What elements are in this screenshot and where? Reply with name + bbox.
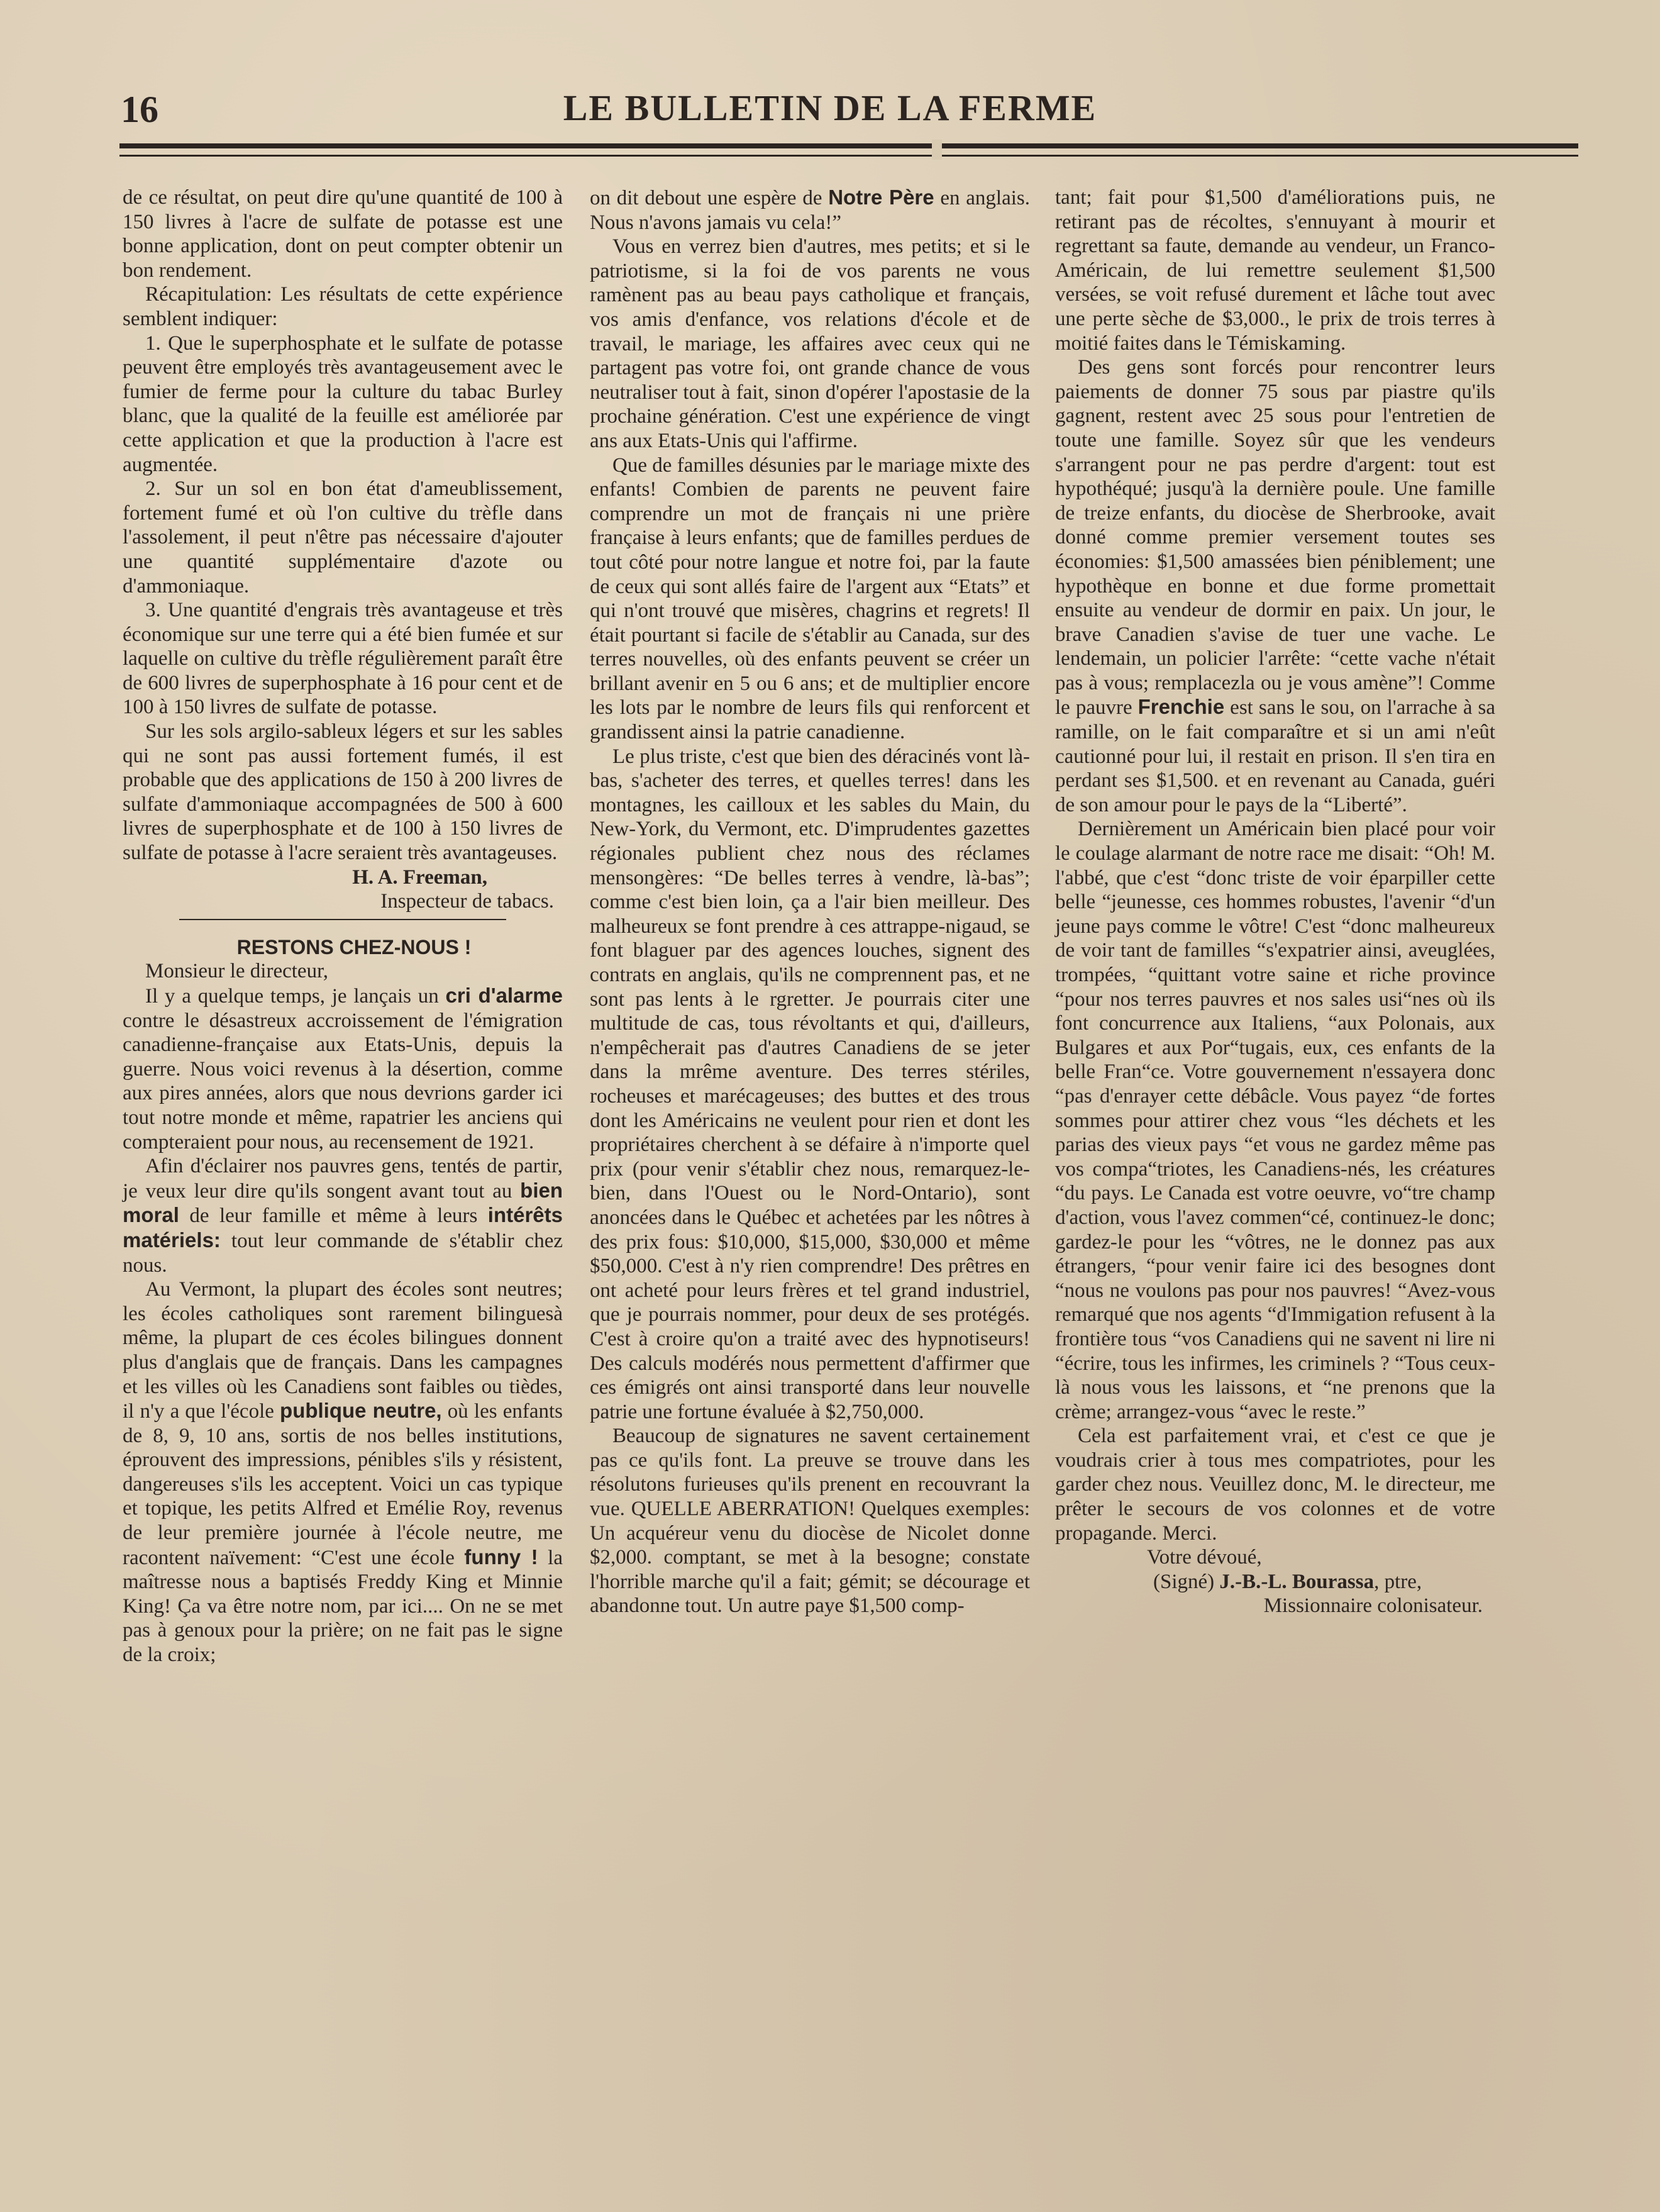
author-name: H. A. Freeman, [352, 865, 487, 889]
letter-paragraph: Cela est parfaitement vrai, et c'est ce que je voudrais crier à tous mes compatriotes, pour les garder chez nous. Veuillez donc, M. le directeur, me prêter le secours de vos colonnes et de votre propagande. Merci. [1055, 1425, 1495, 1545]
section-divider [179, 919, 506, 920]
column-1 [123, 186, 563, 1667]
article-paragraph: Récapitulation: Les résultats de cette expérience semblent indiquer: [123, 283, 563, 330]
letter-paragraph: Au Vermont, la plupart des écoles sont neutres; les écoles catholiques sont rarement bilinguesà même, la plupart de ces écoles bilingues donnent plus d'anglais que de français. Dans les campagnes et les villes où les Canadiens sont faibles ou tièdes, il n'y a que l'école publique neutre, où les enfants de 8, 9, 10 ans, sortis de nos belles institutions, éprouvent des impressions, pénibles s'ils y résistent, dangereuses s'ils les acceptent. Voici un cas typique et topique, les petits Alfred et Emélie Roy, revenus de leur première journée à l'école neutre, me racontent naïvement: “C'est une école funny ! la maîtresse nous a baptisés Freddy King et Minnie King! Ça va être notre nom, par ici.... On ne se met pas à genoux pour la prière; on ne fait pas le signe de la croix; [123, 1278, 563, 1667]
masthead-title: LE BULLETIN DE LA FERME [563, 87, 1097, 128]
section-title: RESTONS CHEZ-NOUS ! [236, 935, 472, 959]
letter-paragraph: Il y a quelque temps, je lançais un cri d'alarme contre le désastreux accroissement de l'émigration canadienne-française aux Etats-Unis, depuis la guerre. Nous voici revenus à la désertion, comme aux pires années, alors que nous devrions garder ici tout notre monde et même, rapatrier les anciens qui compteraient pour nous, au recensement de 1921. [123, 984, 563, 1153]
closing-line: Votre dévoué, [1147, 1546, 1262, 1569]
letter-paragraph: Dernièrement un Américain bien placé pour voir le coulage alarmant de notre race me disait: “Oh! M. l'abbé, que c'est “donc triste de voir éparpiller cette belle “jeunesse, ces hommes robustes, l'avenir “d'un jeune pays comme le vôtre! C'est “donc malheureux de voir tant de familles “s'expatrier ainsi, aveuglées, trompées, “quittant votre saine et riche province “pour nos terres pauvres et nos sales usi“nes où ils font concurrence aux Italiens, “aux Polonais, aux Bulgares et aux Por“tugais, eux, ces enfants de la belle Fran“ce. Votre gouvernement n'essayera donc “pas d'enrayer cette débâcle. Vous payez “de fortes sommes pour attirer chez vous “les déchets et les parias des vieux pays “et vous ne gardez même pas vos compa“triotes, les Canadiens-nés, les créatures “du pays. Le Canada est votre oeuvre, vo“tre champ d'action, vous l'avez commen“cé, continuez-le donc; gardez-le pour les “vôtres, ne le donnez pas aux étrangers, “pour venir faire ici des besognes dont “nous ne voulons pas pour nos pauvres! “Avez-vous remarqué que nos agents “d'Immigation refusent à la frontière tous “vos Canadiens qui ne savent ni lire ni “écrire, tous les infirmes, les criminels ? “Tous ceux-là nous vous les laissons, et “ne prenons que la crème; arrangez-vous “avec le reste.” [1055, 818, 1495, 1423]
article-paragraph: de ce résultat, on peut dire qu'une quantité de 100 à 150 livres à l'acre de sulfate de potasse est une bonne application, dont on peut compter obtenir un bon rendement. [123, 186, 563, 282]
letter-paragraph: Afin d'éclairer nos pauvres gens, tentés de partir, je veux leur dire qu'ils songent avant tout au bien moral de leur famille et même à leurs intérêts matériels: tout leur commande de s'établir chez nous. [123, 1155, 563, 1277]
letter-paragraph: Beaucoup de signatures ne savent certainement pas ce qu'ils font. La preuve se trouve dans les résolutons furieuses qu'ils prenent en recouvrant la vue. QUELLE ABERRATION! Quelques exemples: Un acquéreur venu du diocèse de Nicolet donne $2,000. comptant, se met à la besogne; constate l'horrible marche qu'il a fait; gémit; se décourage et abandonne tout. Un autre paye $1,500 comp- [590, 1425, 1030, 1618]
letter-paragraph: Des gens sont forcés pour rencontrer leurs paiements de donner 75 sous par piastre qu'ils gagnent, restent avec 25 sous pour l'entretien de toute une famille. Soyez sûr que les vendeurs s'arrangent pour ne pas perdre d'argent: tout est hypothéqué; jusqu'à la dernière poule. Une famille de treize enfants, du diocèse de Sherbrooke, avait donné comme premier versement toutes ses économies: $1,500 amassées bien péniblement; une hypothèque en bonne et due forme promettait ensuite au vendeur de dormir en paix. Un jour, le brave Canadien s'avise de tuer une vache. Le lendemain, un policier l'arrête: “cette vache n'était pas à vous; remplacezla ou je vous amène”! Comme le pauvre Frenchie est sans le sou, on l'arrache à sa ramille, on le fait comparaître et si un ami n'eût cautionné pour lui, il restait en prison. Il s'en tira en perdant ses $1,500. et en revenant au Canada, guéri de son amour pour le pays de la “Liberté”. [1055, 356, 1495, 816]
author-title: Inspecteur de tabacs. [380, 890, 554, 913]
salutation: Monsieur le directeur, [145, 960, 328, 983]
letter-paragraph: Que de familles désunies par le mariage mixte des enfants! Combien de parents ne peuvent faire comprendre un mot de français ni une prière française à leurs enfants; que de familles perdues de tout côté pour notre langue et notre foi, par la faute de ceux qui sont allés faire de l'argent aux “Etats” et qui n'ont trouvé que misères, chagrins et regrets! Il était pourtant si facile de s'établir au Canada, sur des terres nouvelles, où des enfants peuvent se créer un brillant avenir en 5 ou 6 ans; et de multiplier encore les lots par le nombre de leurs fils qui renforcent et grandissent ainsi la patrie canadienne. [590, 453, 1030, 744]
column-2 [590, 186, 1030, 1618]
article-paragraph: 1. Que le superphosphate et le sulfate de potasse peuvent être employés très avantageusement avec le fumier de ferme pour la culture du tabac Burley blanc, que la qualité de la feuille est améliorée par cette application et que la production à l'acre est augmentée. [123, 331, 563, 476]
article-paragraph: 2. Sur un sol en bon état d'ameublissement, fortement fumé et où l'on cultive du trèfle dans l'assolement, il peut n'être pas nécessaire d'ajouter une quantité supplémentaire d'azote ou d'ammoniaque. [123, 477, 563, 597]
letter-paragraph: Le plus triste, c'est que bien des déracinés vont là-bas, s'acheter des terres, et quelles terres! dans les montagnes, les cailloux et les sables du Main, du New-York, du Vermont, etc. D'imprudentes gazettes régionales publient chez nous des réclames mensongères: “De belles terres à vendre, là-bas”; comme c'est bien loin, ça a l'air bien meilleur. Des malheureux se font prendre à ces attrappe-nigaud, se font blaguer par des agences louches, signent des contrats en anglais, qu'ils ne comprennent pas, et ne sont pas lents à le rgretter. Je pourrais citer une multitude de cas, tous révoltants et qui, d'ailleurs, n'empêcherait pas d'autres Canadiens de se jeter dans la mrême aventure. Des terres stériles, rocheuses et marécageuses; des buttes et des trous dont les Américains ne veulent pour rien et dont les propriétaires cherchent à se défaire à n'importe quel prix (pour venir s'établir chez nous, remarquez-le-bien, dans l'Ouest ou le Nord-Ontario), sont anoncées dans le Québec et achetées par les nôtres à des prix fous: $10,000, $15,000, $30,000 et même $50,000. C'est à n'y rien comprendre! Des prêtres en ont acheté pour leurs frères et tel grand industriel, que je pourrais nommer, pour deux de ses protégés. C'est à croire qu'on a traité avec des hypnotiseurs! Des calculs modérés nous permettent d'affirmer que ces émigrés ont ainsi transporté dans leur nouvelle patrie une fortune évaluée à $2,750,000. [590, 745, 1030, 1423]
article-paragraph: Sur les sols argilo-sableux légers et sur les sables qui ne sont pas aussi fortement fumés, il est probable que des applications de 150 à 200 livres de sulfate d'ammoniaque accompagnées de 500 à 600 livres de superphosphate et de 100 à 150 livres de sulfate de potasse à l'acre seraient très avantageuses. [123, 720, 563, 865]
header-rule-thin [119, 155, 1578, 157]
page-number: 16 [121, 89, 158, 130]
signature-line: (Signé) J.-B.-L. Bourassa, ptre, [1153, 1570, 1422, 1593]
header-rule-thick [119, 143, 1578, 148]
signature-title: Missionnaire colonisateur. [1263, 1594, 1483, 1618]
letter-paragraph: tant; fait pour $1,500 d'améliorations puis, ne retirant pas de récoltes, s'ennuyant à mourir et regrettant sa faute, demande au vendeur, un Franco-Américain, de lui remettre seulement $1,500 versées, se voit refusé durement et lâche tout avec une perte sèche de $3,000., le prix de trois terres à moitié faites dans le Témiskaming. [1055, 186, 1495, 355]
header-rule-gap [932, 140, 942, 160]
column-3 [1055, 186, 1495, 1618]
letter-paragraph: on dit debout une espère de Notre Père en anglais. Nous n'avons jamais vu cela!” [590, 186, 1030, 234]
letter-paragraph: Vous en verrez bien d'autres, mes petits; et si le patriotisme, si la foi de vos parents ne vous ramènent pas au beau pays catholique et français, vos amis d'enfance, vos relations d'école et de travail, le mariage, les affaires avec ceux qui ne partagent pas votre foi, ont grande chance de vous neutraliser tout à fait, sinon d'opérer l'apostasie de la prochaine génération. C'est une expérience de vingt ans aux Etats-Unis qui l'affirme. [590, 235, 1030, 452]
article-paragraph: 3. Une quantité d'engrais très avantageuse et très économique sur une terre qui a été bien fumée et sur laquelle on cultive du trèfle régulièrement paraît être de 600 livres de superphosphate à 16 pour cent et de 100 à 150 livres de sulfate de potasse. [123, 599, 563, 719]
